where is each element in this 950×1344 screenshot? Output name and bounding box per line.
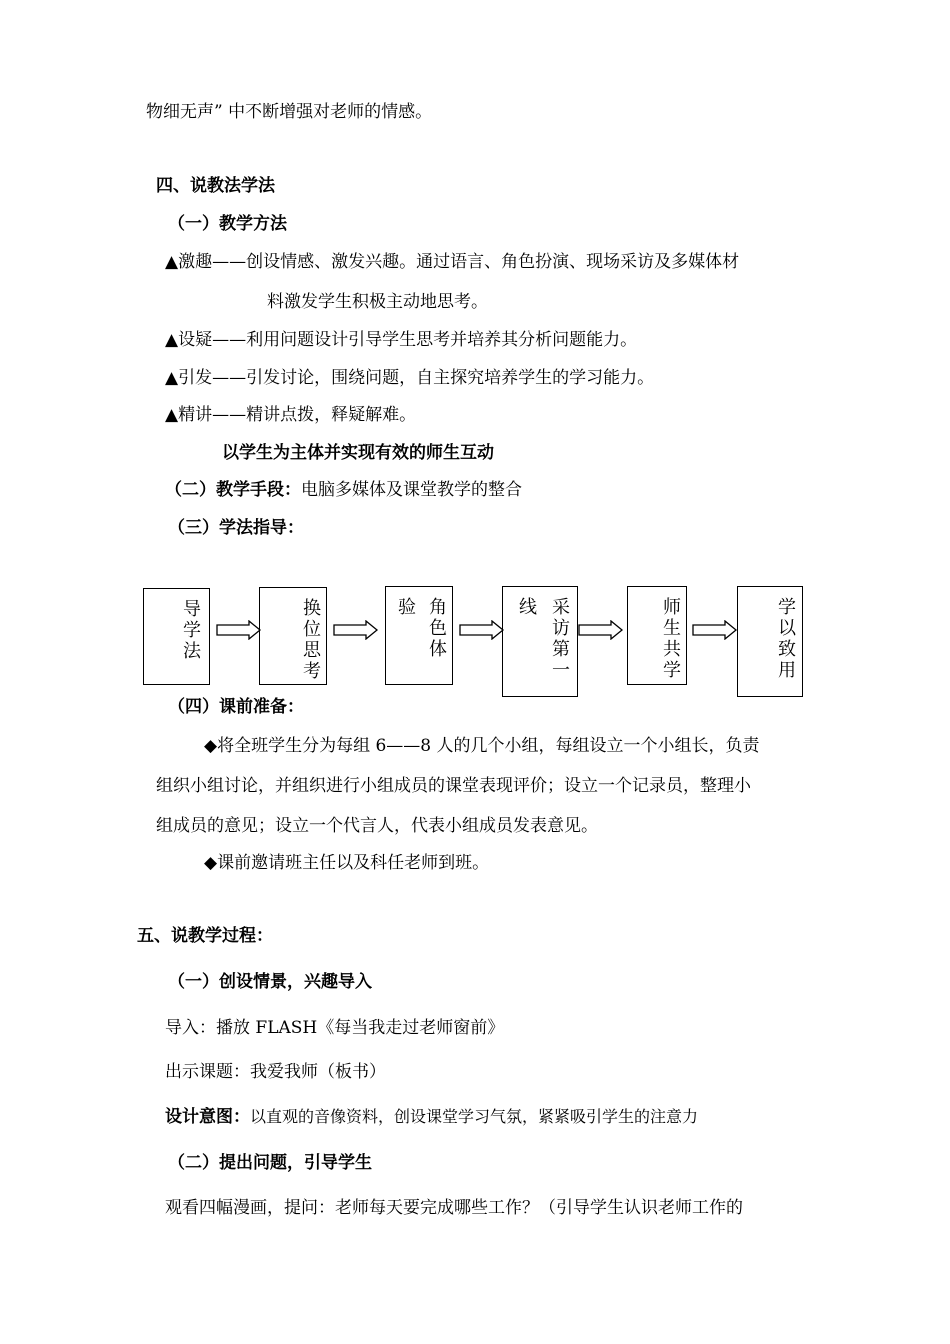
flow-box-role-play-col2: 角色体 (429, 597, 447, 660)
topic-line: 出示课题：我爱我师（板书） (165, 1062, 386, 1082)
cartoon-question-line: 观看四幅漫画，提问：老师每天要完成哪些工作？（引导学生认识老师工作的 (165, 1198, 743, 1218)
section-5-title: 五、说教学过程： (137, 926, 273, 946)
flow-box-apply (737, 586, 803, 697)
flow-arrow-4 (578, 620, 624, 640)
method-item-explain: ▲精讲——精讲点拨，释疑解难。 (165, 405, 417, 425)
flow-box-co-learning (627, 586, 687, 685)
design-intent-label: 设计意图： (165, 1107, 250, 1127)
prep-item-groups-cont1: 组织小组讨论，并组织进行小组成员的课堂表现评价；设立一个记录员，整理小 (156, 776, 751, 796)
flow-box-interview (502, 586, 578, 697)
method-2-label: （二）教学手段： (165, 480, 301, 500)
emphasis-statement: 以学生为主体并实现有效的师生互动 (222, 443, 494, 463)
method-item-stimulate-cont: 料激发学生积极主动地思考。 (267, 292, 488, 312)
method-item-stimulate: ▲激趣——创设情感、激发兴趣。通过语言、角色扮演、现场采访及多媒体材 (165, 252, 740, 272)
flow-box-co-learning-text: 师生共学 (663, 597, 681, 681)
flow-box-guide (143, 588, 210, 685)
method-4-title: （四）课前准备： (168, 697, 304, 717)
flow-box-role-play-col1: 验 (398, 597, 416, 618)
method-1-title: （一）教学方法 (168, 214, 287, 234)
flow-arrow-3 (459, 620, 505, 640)
flow-box-interview-col2: 采访第一 (552, 597, 570, 681)
flow-box-interview-col1: 线 (519, 597, 537, 618)
design-intent-text: 以直观的音像资料，创设课堂学习气氛，紧紧吸引学生的注意力 (250, 1107, 699, 1126)
section-4-title: 四、说教法学法 (156, 176, 275, 196)
step-2-title: （二）提出问题，引导学生 (168, 1153, 372, 1173)
method-2-text: 电脑多媒体及课堂教学的整合 (301, 480, 522, 500)
previous-paragraph-tail: 物细无声” 中不断增强对老师的情感。 (146, 102, 433, 122)
method-item-question: ▲设疑——利用问题设计引导学生思考并培养其分析问题能力。 (165, 330, 638, 350)
flow-box-role-swap-text: 换位思考 (303, 598, 321, 682)
flow-box-role-swap (259, 587, 327, 685)
prep-item-invite: ◆课前邀请班主任以及科任老师到班。 (204, 853, 490, 873)
flow-arrow-2 (333, 620, 379, 640)
design-intent-line (165, 1107, 698, 1127)
method-item-discussion: ▲引发——引发讨论，围绕问题，自主探究培养学生的学习能力。 (165, 368, 655, 388)
flow-arrow-1 (216, 620, 262, 640)
prep-item-groups-cont2: 组成员的意见；设立一个代言人，代表小组成员发表意见。 (156, 816, 598, 836)
flow-box-guide-text: 导学法 (183, 599, 201, 662)
flow-arrow-5 (692, 620, 738, 640)
method-2-line (165, 480, 522, 500)
flow-box-role-play (385, 586, 453, 685)
lead-in-line: 导入：播放 FLASH《每当我走过老师窗前》 (165, 1018, 505, 1038)
method-3-title: （三）学法指导： (168, 518, 304, 538)
step-1-title: （一）创设情景，兴趣导入 (168, 972, 372, 992)
prep-item-groups: ◆将全班学生分为每组 6——8 人的几个小组，每组设立一个小组长，负责 (204, 736, 760, 756)
flow-box-apply-text: 学以致用 (778, 597, 796, 681)
